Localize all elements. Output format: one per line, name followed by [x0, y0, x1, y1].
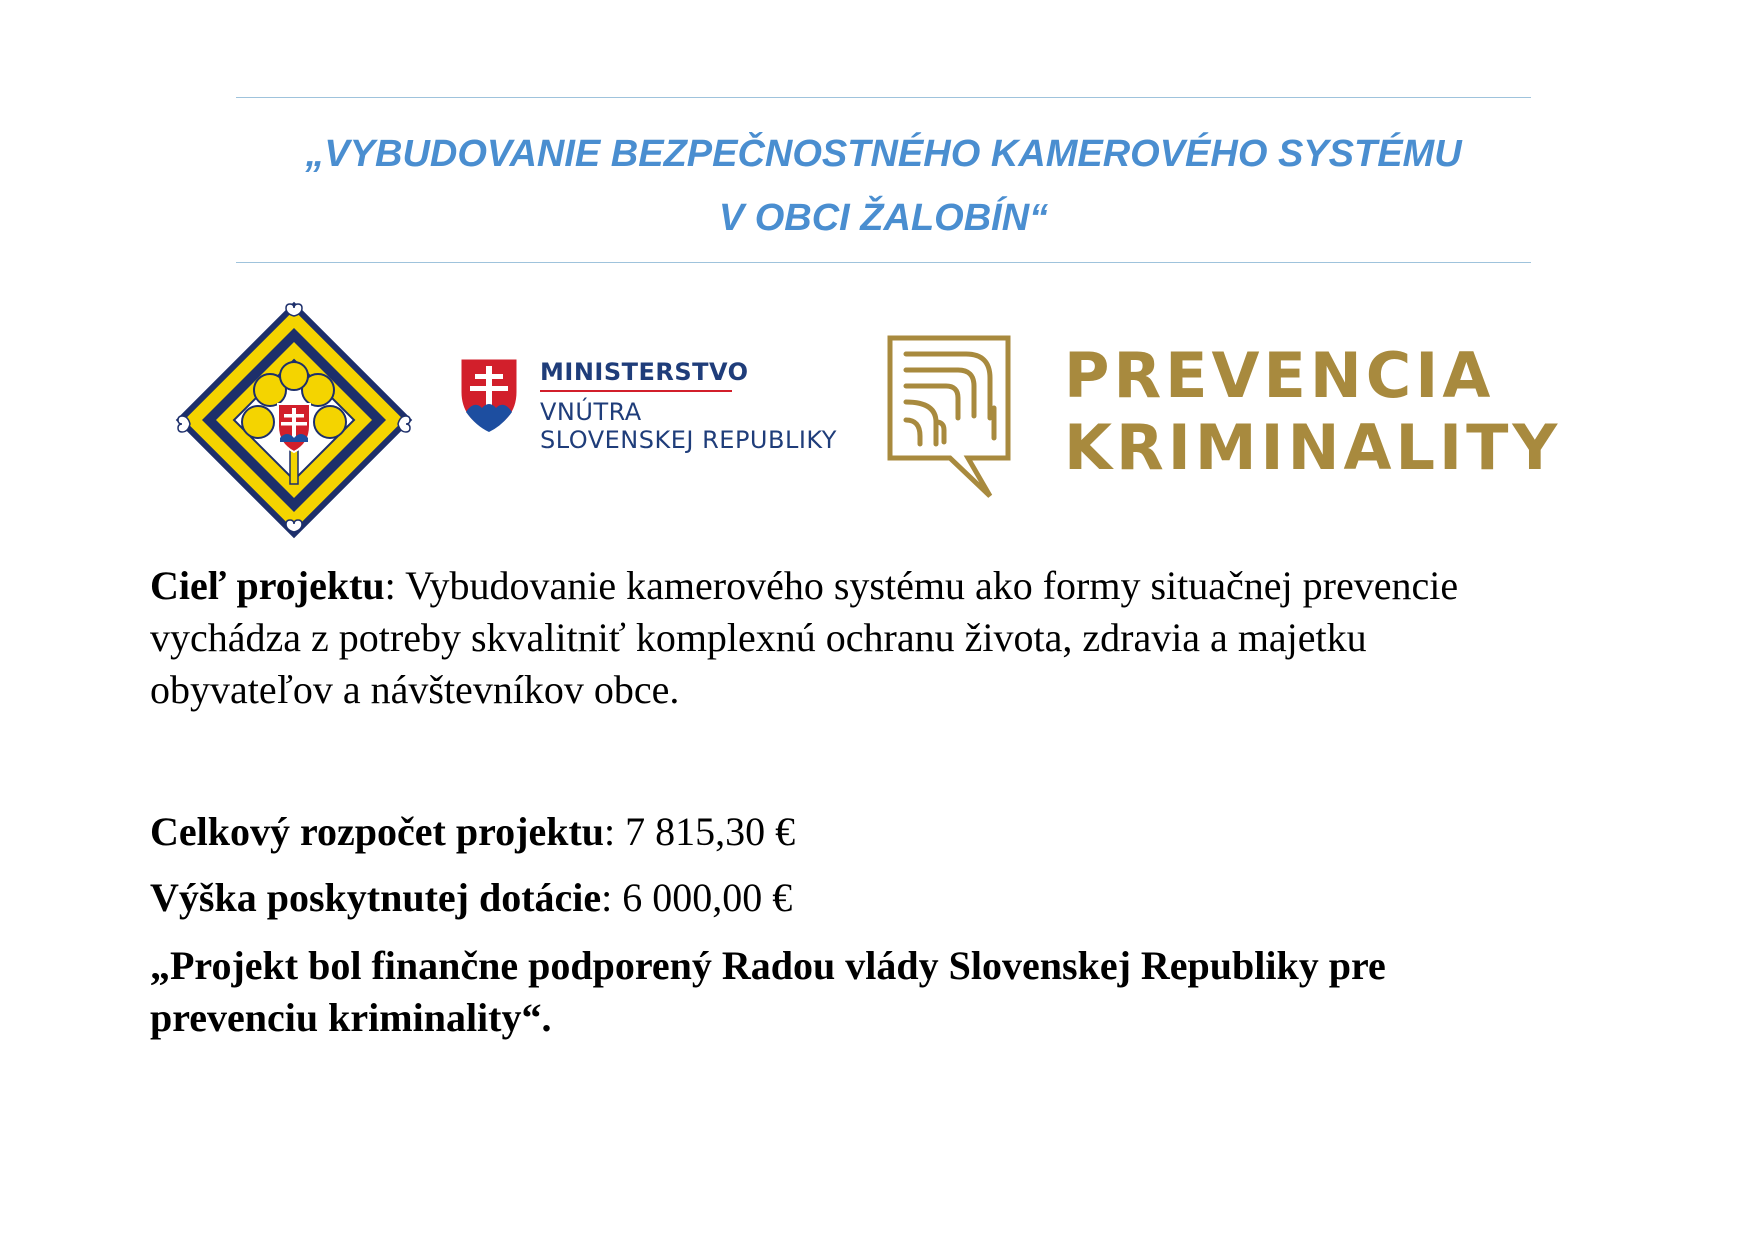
prevencia-line2: KRIMINALITY	[1064, 411, 1562, 484]
fingerprint-speech-bubble-icon	[884, 330, 1014, 502]
goal-line3: obyvateľov a návštevníkov obce.	[150, 667, 680, 712]
project-title-line2: V OBCI ŽALOBÍN“	[718, 197, 1049, 239]
slovak-coat-of-arms-icon	[458, 356, 520, 434]
grant-value: 6 000,00 €	[622, 875, 793, 920]
goal-text-line1: Vybudovanie kamerového systému ako formy situačnej prevencie	[405, 563, 1459, 608]
goal-label: Cieľ projektu	[150, 563, 385, 608]
budget-value: 7 815,30 €	[625, 809, 796, 854]
ministry-wordmark-line1: MINISTERSTVO	[540, 358, 749, 386]
ministry-wordmark-line2: VNÚTRA	[540, 398, 642, 426]
goal-line1: Cieľ projektu: Vybudovanie kamerového systému ako formy situačnej prevencie	[150, 563, 1459, 608]
project-goal	[150, 560, 1590, 716]
project-title-line1: „VYBUDOVANIE BEZPEČNOSTNÉHO KAMEROVÉHO SYSTÉMU	[305, 133, 1462, 175]
grant-label: Výška poskytnutej dotácie	[150, 875, 602, 920]
ministry-wordmark-line3: SLOVENSKEJ REPUBLIKY	[540, 426, 837, 454]
prevencia-line1: PREVENCIA	[1064, 339, 1495, 412]
top-divider	[236, 97, 1531, 98]
project-budget: Celkový rozpočet projektu: 7 815,30 €	[150, 809, 796, 854]
support-line1: „Projekt bol finančne podporený Radou vlády Slovenskej Republiky pre	[150, 943, 1386, 988]
project-title	[236, 122, 1531, 250]
bottom-divider	[236, 262, 1531, 263]
goal-line2: vychádza z potreby skvalitniť komplexnú ochranu života, zdravia a majetku	[150, 615, 1367, 660]
support-statement	[150, 940, 1590, 1044]
ministry-emblem-icon	[174, 300, 414, 540]
ministry-wordmark-rule	[540, 390, 732, 392]
grant-amount: Výška poskytnutej dotácie: 6 000,00 €	[150, 875, 793, 920]
budget-label: Celkový rozpočet projektu	[150, 809, 605, 854]
support-line2: prevenciu kriminality“.	[150, 995, 552, 1040]
